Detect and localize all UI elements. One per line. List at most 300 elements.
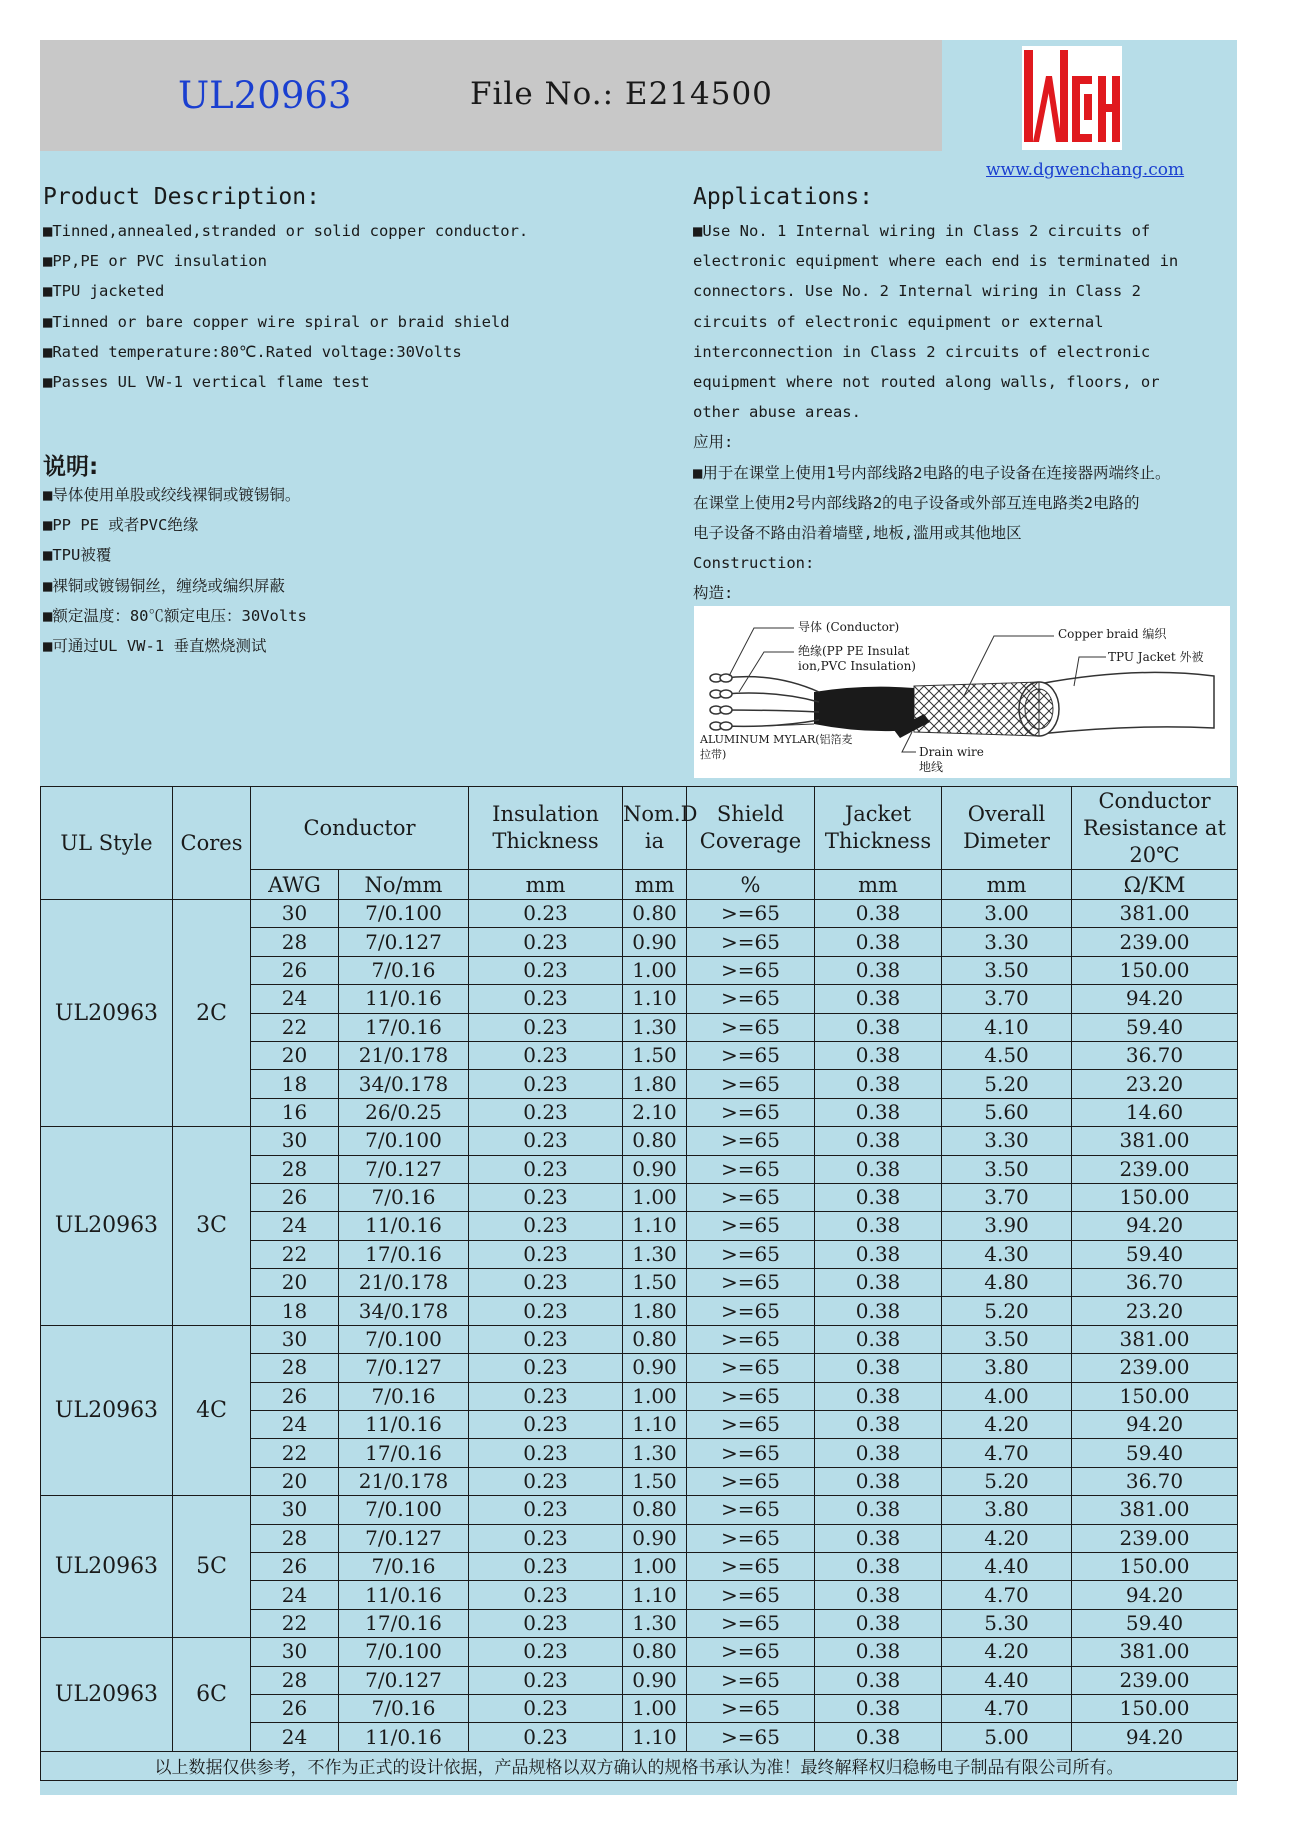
label-conductor: 导体 (Conductor) xyxy=(798,620,900,634)
table-cell: 239.00 xyxy=(1072,1155,1238,1183)
table-cell: 11/0.16 xyxy=(339,1212,469,1240)
table-cell: 5.00 xyxy=(942,1723,1072,1751)
table-cell: >=65 xyxy=(687,1354,815,1382)
table-cell: 0.23 xyxy=(469,1240,623,1268)
table-cell: 0.23 xyxy=(469,1581,623,1609)
table-cell: 0.23 xyxy=(469,1155,623,1183)
table-cell: 0.23 xyxy=(469,1212,623,1240)
table-cell: 1.50 xyxy=(623,1467,687,1495)
table-cell: 4.40 xyxy=(942,1666,1072,1694)
header-nom-dia: Nom.D ia xyxy=(623,787,687,870)
table-cell: 0.38 xyxy=(815,1297,942,1325)
table-cell: 0.38 xyxy=(815,1354,942,1382)
table-cell: 59.40 xyxy=(1072,1439,1238,1467)
table-cell: 11/0.16 xyxy=(339,985,469,1013)
chinese-description-item: ■额定温度：80℃额定电压：30Volts xyxy=(43,606,307,625)
table-cell: 28 xyxy=(251,1524,339,1552)
table-cell: 26 xyxy=(251,1552,339,1580)
table-cell: 0.23 xyxy=(469,1297,623,1325)
table-cell: 0.38 xyxy=(815,1694,942,1722)
table-cell: 0.23 xyxy=(469,1127,623,1155)
table-cell: 21/0.178 xyxy=(339,1467,469,1495)
datasheet xyxy=(40,40,1237,1795)
table-cell: 4.70 xyxy=(942,1439,1072,1467)
table-cell: 1.00 xyxy=(623,1552,687,1580)
table-cell: 239.00 xyxy=(1072,928,1238,956)
table-cell: 30 xyxy=(251,1127,339,1155)
table-cell: 21/0.178 xyxy=(339,1269,469,1297)
chinese-description-item: ■TPU被覆 xyxy=(43,546,112,565)
table-cell: 1.30 xyxy=(623,1609,687,1637)
table-cell: 3.50 xyxy=(942,956,1072,984)
table-cell: 0.38 xyxy=(815,1524,942,1552)
table-cell: >=65 xyxy=(687,985,815,1013)
table-cell: 7/0.100 xyxy=(339,1325,469,1353)
unit-cell: No/mm xyxy=(339,870,469,900)
table-cell: 4.20 xyxy=(942,1638,1072,1666)
applications-line: 应用: xyxy=(693,433,734,452)
ul-style-cell: UL20963 xyxy=(41,1127,173,1326)
table-cell: 94.20 xyxy=(1072,1723,1238,1751)
table-cell: 24 xyxy=(251,985,339,1013)
table-cell: 0.38 xyxy=(815,1439,942,1467)
table-cell: 5.60 xyxy=(942,1098,1072,1126)
table-cell: 3.80 xyxy=(942,1496,1072,1524)
table-cell: 7/0.127 xyxy=(339,1524,469,1552)
table-cell: 30 xyxy=(251,1496,339,1524)
applications-line: ■Use No. 1 Internal wiring in Class 2 circuits of xyxy=(693,222,1151,240)
table-cell: 150.00 xyxy=(1072,1694,1238,1722)
table-cell: 1.00 xyxy=(623,1183,687,1211)
table-cell: 36.70 xyxy=(1072,1041,1238,1069)
table-cell: 59.40 xyxy=(1072,1013,1238,1041)
table-cell: 30 xyxy=(251,1325,339,1353)
header-cores: Cores xyxy=(173,787,251,900)
table-cell: >=65 xyxy=(687,1694,815,1722)
table-cell: 0.38 xyxy=(815,1325,942,1353)
table-cell: 0.23 xyxy=(469,928,623,956)
table-cell: 11/0.16 xyxy=(339,1411,469,1439)
table-row xyxy=(41,1127,1238,1155)
label-tpu-jacket: TPU Jacket 外被 xyxy=(1108,650,1204,664)
table-cell: 30 xyxy=(251,1638,339,1666)
table-row xyxy=(41,1496,1238,1524)
table-cell: 0.90 xyxy=(623,1524,687,1552)
table-cell: 0.38 xyxy=(815,1638,942,1666)
table-cell: >=65 xyxy=(687,1041,815,1069)
ul-style-cell: UL20963 xyxy=(41,900,173,1127)
applications-line: electronic equipment where each end is terminated in xyxy=(693,252,1179,271)
label-copper-braid: Copper braid 编织 xyxy=(1058,627,1167,641)
unit-cell: Ω/KM xyxy=(1072,870,1238,900)
table-cell: 7/0.100 xyxy=(339,1496,469,1524)
website-link[interactable]: www.dgwenchang.com xyxy=(986,160,1185,180)
table-cell: >=65 xyxy=(687,1297,815,1325)
table-cell: 4.20 xyxy=(942,1524,1072,1552)
table-cell: >=65 xyxy=(687,1070,815,1098)
applications-list xyxy=(693,216,1178,608)
table-cell: 36.70 xyxy=(1072,1467,1238,1495)
table-cell: 1.50 xyxy=(623,1041,687,1069)
table-cell: 22 xyxy=(251,1609,339,1637)
table-cell: 3.80 xyxy=(942,1354,1072,1382)
table-cell: 26 xyxy=(251,1694,339,1722)
table-cell: 0.23 xyxy=(469,1496,623,1524)
table-cell: 239.00 xyxy=(1072,1354,1238,1382)
table-cell: 24 xyxy=(251,1723,339,1751)
table-cell: 0.90 xyxy=(623,1155,687,1183)
table-cell: 0.23 xyxy=(469,1723,623,1751)
table-cell: >=65 xyxy=(687,1609,815,1637)
table-cell: 22 xyxy=(251,1013,339,1041)
table-cell: 0.23 xyxy=(469,1325,623,1353)
product-description-title: Product Description: xyxy=(43,184,320,210)
header-band xyxy=(40,40,942,151)
table-cell: 4.40 xyxy=(942,1552,1072,1580)
table-cell: 0.23 xyxy=(469,1439,623,1467)
table-cell: 1.00 xyxy=(623,1382,687,1410)
table-cell: 7/0.127 xyxy=(339,1155,469,1183)
chinese-description-item: ■PP PE 或者PVC绝缘 xyxy=(43,516,199,535)
table-cell: 7/0.16 xyxy=(339,1382,469,1410)
table-cell: >=65 xyxy=(687,1666,815,1694)
table-cell: 24 xyxy=(251,1581,339,1609)
table-cell: 3.70 xyxy=(942,985,1072,1013)
label-drain-wire-cn: 地线 xyxy=(919,760,944,774)
unit-cell: mm xyxy=(469,870,623,900)
table-cell: >=65 xyxy=(687,1098,815,1126)
label-aluminum-mylar-line2: 拉带) xyxy=(700,748,727,761)
table-cell: 17/0.16 xyxy=(339,1240,469,1268)
chinese-description-list xyxy=(43,480,307,661)
table-cell: 94.20 xyxy=(1072,985,1238,1013)
table-cell: 0.23 xyxy=(469,1552,623,1580)
table-cell: 17/0.16 xyxy=(339,1013,469,1041)
table-cell: 3.50 xyxy=(942,1325,1072,1353)
table-cell: 4.70 xyxy=(942,1694,1072,1722)
table-cell: 0.38 xyxy=(815,985,942,1013)
table-cell: 3.50 xyxy=(942,1155,1072,1183)
table-cell: 0.38 xyxy=(815,1467,942,1495)
table-cell: >=65 xyxy=(687,1524,815,1552)
description-item: ■PP,PE or PVC insulation xyxy=(43,252,267,271)
table-cell: >=65 xyxy=(687,1183,815,1211)
description-item: ■Passes UL VW-1 vertical flame test xyxy=(43,372,370,391)
table-cell: 0.38 xyxy=(815,1013,942,1041)
table-cell: 36.70 xyxy=(1072,1269,1238,1297)
table-cell: 1.00 xyxy=(623,1694,687,1722)
table-cell: 26 xyxy=(251,1382,339,1410)
table-cell: 0.23 xyxy=(469,900,623,928)
table-cell: >=65 xyxy=(687,1382,815,1410)
table-cell: 0.80 xyxy=(623,1325,687,1353)
applications-line: 构造: xyxy=(693,584,734,603)
table-cell: 0.38 xyxy=(815,928,942,956)
chinese-description-item: ■可通过UL VW-1 垂直燃烧测试 xyxy=(43,636,267,655)
applications-line: Construction: xyxy=(693,554,815,573)
applications-line: equipment where not routed along walls, floors, or xyxy=(693,372,1160,391)
table-cell: 0.38 xyxy=(815,1269,942,1297)
table-cell: 150.00 xyxy=(1072,956,1238,984)
table-cell: 7/0.16 xyxy=(339,1552,469,1580)
header-conductor-resistance: Conductor Resistance at 20℃ xyxy=(1072,787,1238,870)
table-cell: 11/0.16 xyxy=(339,1581,469,1609)
table-cell: 24 xyxy=(251,1212,339,1240)
table-cell: 7/0.16 xyxy=(339,1694,469,1722)
table-cell: 5.20 xyxy=(942,1297,1072,1325)
header-insulation-thickness: Insulation Thickness xyxy=(469,787,623,870)
table-cell: 0.38 xyxy=(815,1098,942,1126)
table-cell: 0.23 xyxy=(469,1382,623,1410)
product-description-list xyxy=(43,216,528,397)
table-cell: 0.80 xyxy=(623,1638,687,1666)
label-insulation-line2: ion,PVC Insulation) xyxy=(798,659,916,673)
table-cell: 2.10 xyxy=(623,1098,687,1126)
applications-line: 电子设备不路由沿着墙壁,地板,滥用或其他地区 xyxy=(693,523,1022,542)
table-cell: >=65 xyxy=(687,928,815,956)
table-cell: 0.80 xyxy=(623,1127,687,1155)
label-drain-wire: Drain wire xyxy=(919,745,984,759)
table-cell: >=65 xyxy=(687,900,815,928)
table-cell: 21/0.178 xyxy=(339,1041,469,1069)
table-cell: >=65 xyxy=(687,1439,815,1467)
chinese-description-item: ■导体使用单股或绞线裸铜或镀锡铜。 xyxy=(43,486,301,504)
table-cell: 381.00 xyxy=(1072,1638,1238,1666)
table-cell: 5.20 xyxy=(942,1070,1072,1098)
table-cell: 3.90 xyxy=(942,1212,1072,1240)
table-cell: 28 xyxy=(251,928,339,956)
table-cell: 18 xyxy=(251,1297,339,1325)
unit-cell: mm xyxy=(623,870,687,900)
table-row xyxy=(41,900,1238,928)
file-number: File No.: E214500 xyxy=(470,76,773,112)
table-cell: 0.23 xyxy=(469,1098,623,1126)
table-cell: 4.30 xyxy=(942,1240,1072,1268)
table-cell: 1.80 xyxy=(623,1297,687,1325)
header-conductor: Conductor xyxy=(251,787,469,870)
table-cell: 16 xyxy=(251,1098,339,1126)
table-cell: 0.38 xyxy=(815,1155,942,1183)
table-cell: 20 xyxy=(251,1467,339,1495)
table-cell: 5.30 xyxy=(942,1609,1072,1637)
table-cell: 1.80 xyxy=(623,1070,687,1098)
table-cell: 14.60 xyxy=(1072,1098,1238,1126)
table-cell: >=65 xyxy=(687,1325,815,1353)
table-cell: 150.00 xyxy=(1072,1382,1238,1410)
table-cell: 0.38 xyxy=(815,1723,942,1751)
table-cell: 7/0.100 xyxy=(339,1127,469,1155)
table-cell: 1.30 xyxy=(623,1013,687,1041)
table-cell: 1.10 xyxy=(623,1581,687,1609)
specification-table xyxy=(40,786,1238,1781)
table-cell: 0.38 xyxy=(815,1552,942,1580)
label-insulation-line1: 绝缘(PP PE Insulat xyxy=(798,644,910,658)
table-row xyxy=(41,1638,1238,1666)
table-cell: 23.20 xyxy=(1072,1070,1238,1098)
table-cell: 94.20 xyxy=(1072,1411,1238,1439)
table-cell: 24 xyxy=(251,1411,339,1439)
table-cell: 0.38 xyxy=(815,1127,942,1155)
table-cell: >=65 xyxy=(687,1269,815,1297)
table-cell: >=65 xyxy=(687,1723,815,1751)
table-cell: 0.38 xyxy=(815,1212,942,1240)
label-aluminum-mylar-line1: ALUMINUM MYLAR(铝箔麦 xyxy=(700,733,853,746)
table-cell: 0.23 xyxy=(469,1411,623,1439)
table-cell: >=65 xyxy=(687,1638,815,1666)
table-cell: >=65 xyxy=(687,1496,815,1524)
applications-title: Applications: xyxy=(693,184,874,210)
table-cell: 150.00 xyxy=(1072,1552,1238,1580)
description-item: ■TPU jacketed xyxy=(43,282,165,301)
table-cell: 0.80 xyxy=(623,1496,687,1524)
table-cell: 0.23 xyxy=(469,1070,623,1098)
table-cell: 7/0.16 xyxy=(339,1183,469,1211)
applications-line: connectors. Use No. 2 Internal wiring in Class 2 xyxy=(693,282,1141,301)
table-cell: 28 xyxy=(251,1155,339,1183)
table-cell: >=65 xyxy=(687,1127,815,1155)
table-cell: 239.00 xyxy=(1072,1666,1238,1694)
header-overall-dimeter: Overall Dimeter xyxy=(942,787,1072,870)
table-cell: 1.50 xyxy=(623,1269,687,1297)
description-item: ■Tinned,annealed,stranded or solid copper conductor. xyxy=(43,222,529,240)
table-cell: 4.70 xyxy=(942,1581,1072,1609)
table-cell: 150.00 xyxy=(1072,1183,1238,1211)
table-cell: 0.90 xyxy=(623,1354,687,1382)
table-cell: 4.10 xyxy=(942,1013,1072,1041)
table-cell: 7/0.100 xyxy=(339,900,469,928)
header-shield-coverage: Shield Coverage xyxy=(687,787,815,870)
table-cell: 1.10 xyxy=(623,1212,687,1240)
header-ul-style: UL Style xyxy=(41,787,173,900)
table-cell: 5.20 xyxy=(942,1467,1072,1495)
table-cell: 7/0.127 xyxy=(339,928,469,956)
table-cell: >=65 xyxy=(687,1467,815,1495)
table-cell: 0.23 xyxy=(469,1609,623,1637)
table-cell: 0.23 xyxy=(469,985,623,1013)
applications-line: ■用于在课堂上使用1号内部线路2电路的电子设备在连接器两端终止。 xyxy=(693,463,1171,482)
header-jacket-thickness: Jacket Thickness xyxy=(815,787,942,870)
table-cell: 0.90 xyxy=(623,928,687,956)
table-cell: 3.00 xyxy=(942,900,1072,928)
table-cell: 0.23 xyxy=(469,1183,623,1211)
table-cell: 0.38 xyxy=(815,1581,942,1609)
disclaimer-footer: 以上数据仅供参考，不作为正式的设计依据，产品规格以双方确认的规格书承认为准！最终解释权归稳畅电子制品有限公司所有。 xyxy=(41,1751,1238,1780)
table-cell: 0.38 xyxy=(815,1411,942,1439)
table-cell: 23.20 xyxy=(1072,1297,1238,1325)
table-cell: >=65 xyxy=(687,1411,815,1439)
table-cell: 0.38 xyxy=(815,1041,942,1069)
table-cell: 381.00 xyxy=(1072,1325,1238,1353)
applications-line: 在课堂上使用2号内部线路2的电子设备或外部互连电路类2电路的 xyxy=(693,493,1140,512)
ul-style-cell: UL20963 xyxy=(41,1496,173,1638)
table-cell: 1.10 xyxy=(623,1723,687,1751)
construction-diagram xyxy=(694,606,1230,778)
cores-cell: 4C xyxy=(173,1325,251,1495)
table-cell: >=65 xyxy=(687,1212,815,1240)
table-cell: 0.23 xyxy=(469,1666,623,1694)
table-cell: 18 xyxy=(251,1070,339,1098)
table-cell: 1.30 xyxy=(623,1240,687,1268)
table-cell: 1.00 xyxy=(623,956,687,984)
table-cell: >=65 xyxy=(687,956,815,984)
table-cell: 0.23 xyxy=(469,1041,623,1069)
table-cell: 1.10 xyxy=(623,985,687,1013)
description-item: ■Tinned or bare copper wire spiral or braid shield xyxy=(43,312,510,331)
style-code: UL20963 xyxy=(178,74,352,117)
table-cell: 381.00 xyxy=(1072,1496,1238,1524)
table-cell: 11/0.16 xyxy=(339,1723,469,1751)
table-cell: 0.38 xyxy=(815,900,942,928)
cores-cell: 6C xyxy=(173,1638,251,1752)
table-cell: 26 xyxy=(251,1183,339,1211)
unit-cell: mm xyxy=(815,870,942,900)
table-row xyxy=(41,1325,1238,1353)
table-cell: 34/0.178 xyxy=(339,1070,469,1098)
table-cell: 381.00 xyxy=(1072,900,1238,928)
cores-cell: 2C xyxy=(173,900,251,1127)
table-cell: 1.10 xyxy=(623,1411,687,1439)
table-cell: 0.23 xyxy=(469,1013,623,1041)
table-cell: 0.23 xyxy=(469,1269,623,1297)
table-cell: 7/0.16 xyxy=(339,956,469,984)
table-cell: 1.30 xyxy=(623,1439,687,1467)
cores-cell: 5C xyxy=(173,1496,251,1638)
table-cell: 0.80 xyxy=(623,900,687,928)
table-cell: 30 xyxy=(251,900,339,928)
table-cell: 381.00 xyxy=(1072,1127,1238,1155)
table-cell: 0.23 xyxy=(469,1524,623,1552)
table-cell: 0.38 xyxy=(815,1666,942,1694)
table-cell: 0.38 xyxy=(815,1609,942,1637)
table-cell: 34/0.178 xyxy=(339,1297,469,1325)
table-cell: 7/0.127 xyxy=(339,1354,469,1382)
description-item: ■Rated temperature:80℃.Rated voltage:30Volts xyxy=(43,342,462,361)
table-cell: 17/0.16 xyxy=(339,1439,469,1467)
applications-line: other abuse areas. xyxy=(693,403,861,422)
table-cell: 0.90 xyxy=(623,1666,687,1694)
table-cell: 20 xyxy=(251,1269,339,1297)
table-cell: 7/0.100 xyxy=(339,1638,469,1666)
table-cell: 0.23 xyxy=(469,1467,623,1495)
table-cell: >=65 xyxy=(687,1240,815,1268)
table-cell: 59.40 xyxy=(1072,1609,1238,1637)
table-cell: 0.38 xyxy=(815,1496,942,1524)
table-cell: 0.38 xyxy=(815,1183,942,1211)
unit-cell: % xyxy=(687,870,815,900)
table-cell: >=65 xyxy=(687,1155,815,1183)
chinese-description-title: 说明: xyxy=(43,454,99,480)
table-cell: >=65 xyxy=(687,1552,815,1580)
table-cell: >=65 xyxy=(687,1581,815,1609)
table-cell: 0.38 xyxy=(815,1382,942,1410)
table-cell: 3.70 xyxy=(942,1183,1072,1211)
table-cell: 26 xyxy=(251,956,339,984)
table-cell: 3.30 xyxy=(942,1127,1072,1155)
table-cell: 22 xyxy=(251,1439,339,1467)
table-cell: 28 xyxy=(251,1354,339,1382)
table-cell: 0.38 xyxy=(815,956,942,984)
table-cell: 22 xyxy=(251,1240,339,1268)
applications-line: circuits of electronic equipment or external xyxy=(693,312,1104,331)
table-cell: 94.20 xyxy=(1072,1581,1238,1609)
table-cell: 0.23 xyxy=(469,956,623,984)
table-cell: 20 xyxy=(251,1041,339,1069)
table-cell: 0.23 xyxy=(469,1354,623,1382)
table-cell: 26/0.25 xyxy=(339,1098,469,1126)
table-cell: 4.00 xyxy=(942,1382,1072,1410)
table-cell: 0.38 xyxy=(815,1070,942,1098)
table-cell: 0.23 xyxy=(469,1638,623,1666)
